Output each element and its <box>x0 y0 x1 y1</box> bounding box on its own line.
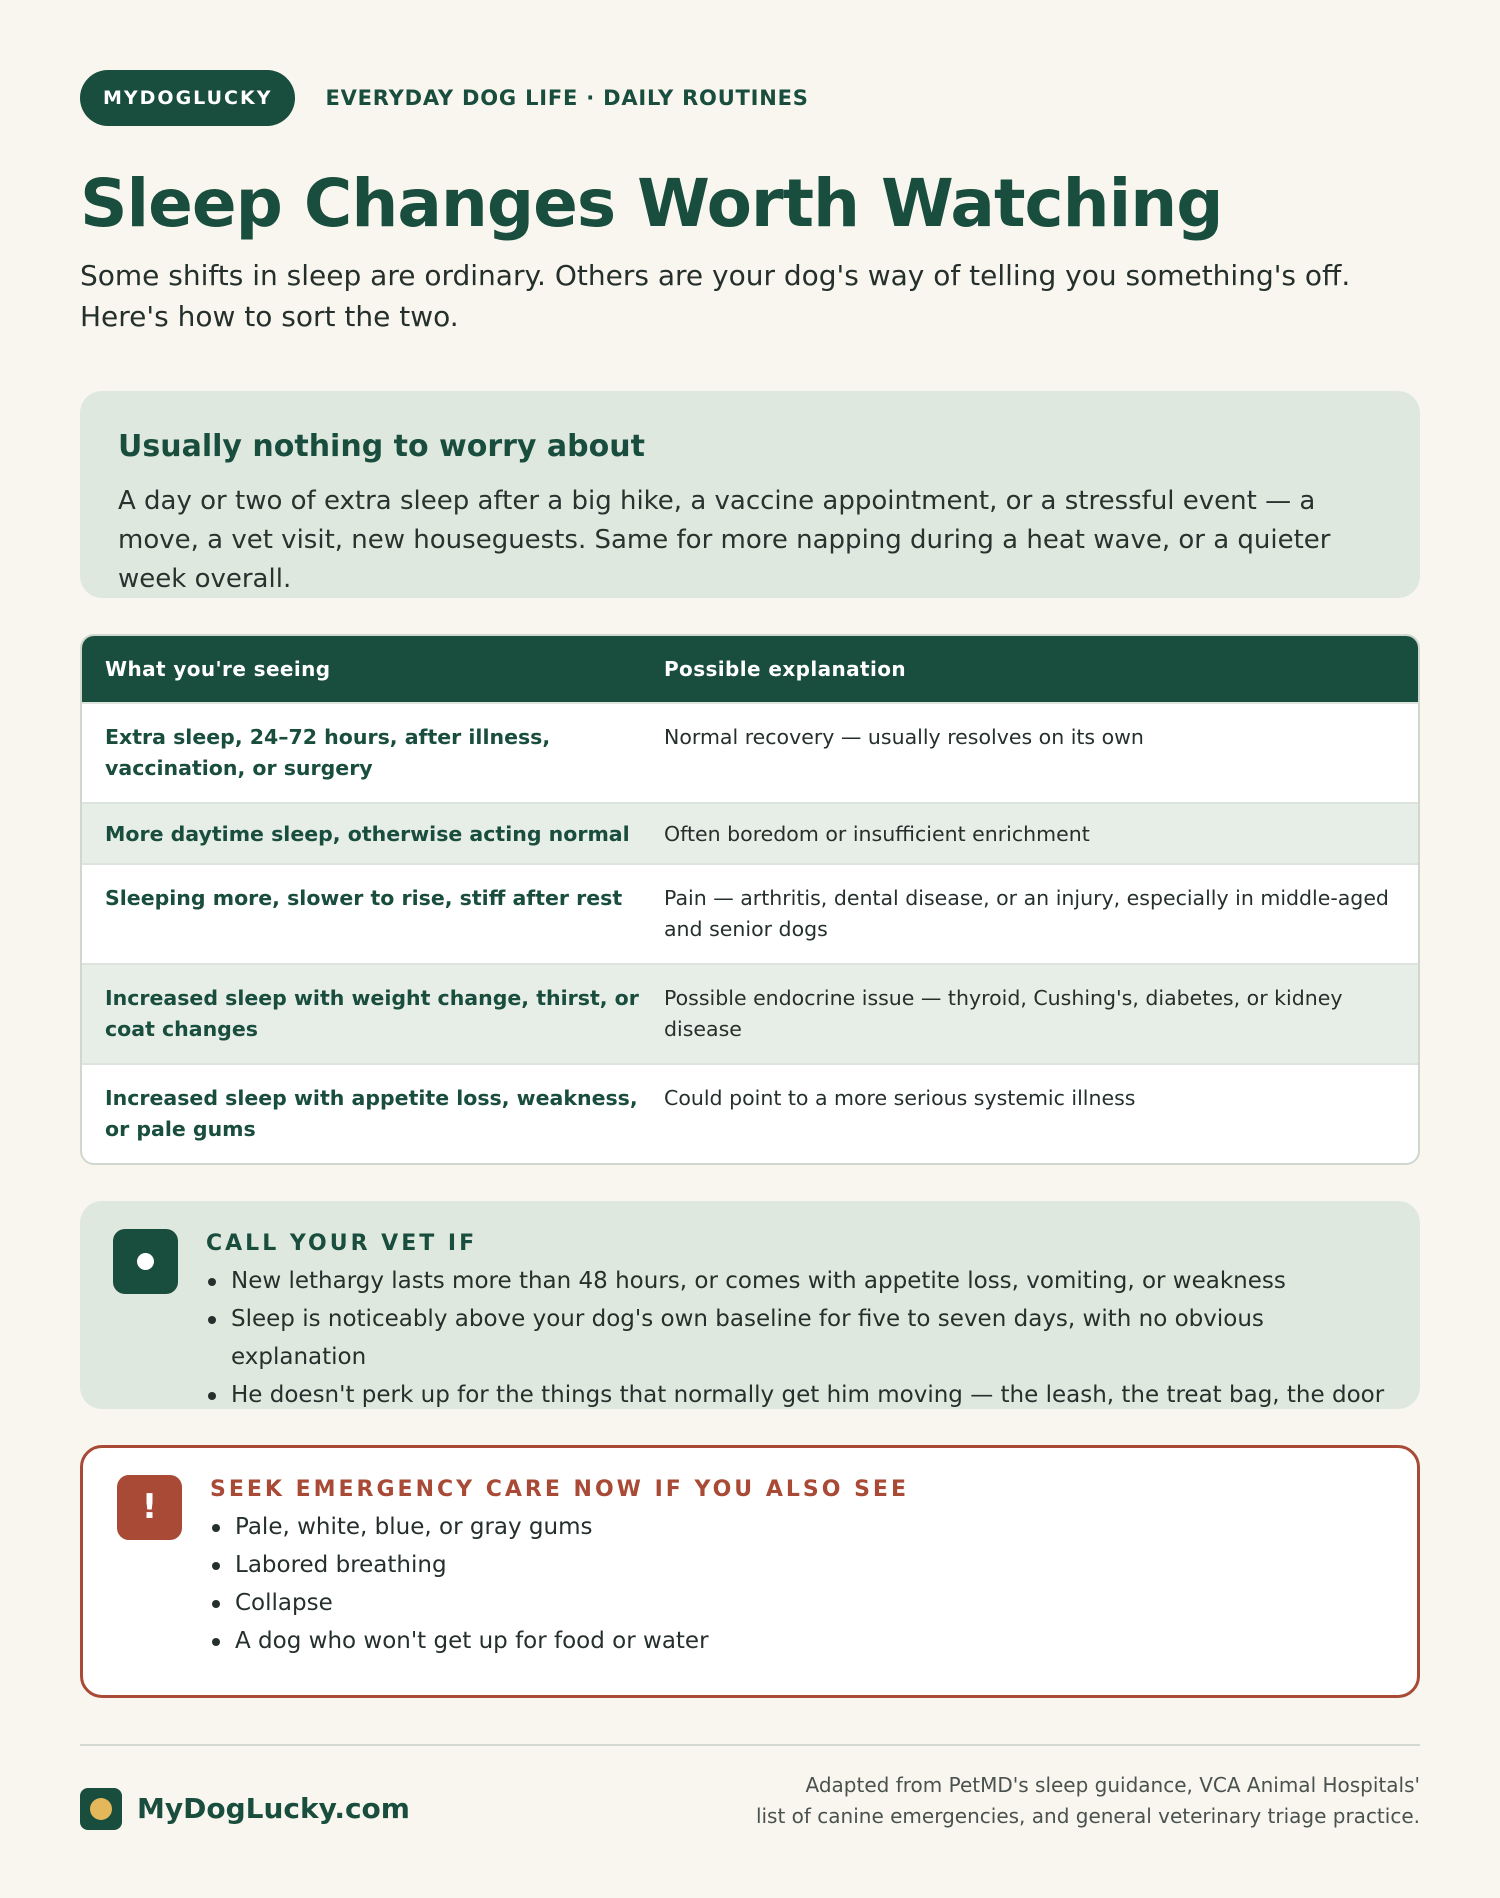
table-row <box>82 1063 1418 1163</box>
emergency-title: SEEK EMERGENCY CARE NOW IF YOU ALSO SEE <box>210 1476 909 1502</box>
seeing-cell: Sleeping more, slower to rise, stiff after rest <box>105 885 623 910</box>
list-item: Pale, white, blue, or gray gums <box>210 1508 909 1546</box>
list-item: Sleep is noticeably above your dog's own baseline for five to seven days, with no obvious explanation <box>206 1300 1386 1376</box>
source-note <box>756 1770 1420 1832</box>
info-dot-icon <box>113 1229 178 1294</box>
explanation-cell: Pain — arthritis, dental disease, or an injury, especially in middle-aged and senior dogs <box>664 885 1389 941</box>
explanation-cell: Possible endocrine issue — thyroid, Cushing's, diabetes, or kidney disease <box>664 985 1343 1041</box>
footer-divider <box>80 1744 1420 1746</box>
source-note-line: list of canine emergencies, and general veterinary triage practice. <box>755 1803 1420 1828</box>
normal-sleep-title: Usually nothing to worry about <box>118 428 645 464</box>
table-row <box>82 702 1418 802</box>
seeing-cell: Increased sleep with appetite loss, weakness, or pale gums <box>105 1085 638 1141</box>
explanation-cell: Normal recovery — usually resolves on its own <box>664 724 1144 749</box>
emergency-callout <box>80 1445 1420 1698</box>
list-item: Collapse <box>210 1584 909 1622</box>
page-subtitle: Some shifts in sleep are ordinary. Others are your dog's way of telling you something's off. Here's how to sort the two. <box>80 258 1351 333</box>
call-vet-callout <box>80 1201 1420 1409</box>
symptom-table <box>80 634 1420 1165</box>
seeing-cell: Increased sleep with weight change, thirst, or coat changes <box>105 985 639 1041</box>
category-kicker: EVERYDAY DOG LIFE · DAILY ROUTINES <box>325 86 809 110</box>
brand-pill[interactable]: MYDOGLUCKY <box>80 70 295 126</box>
table-row <box>82 963 1418 1063</box>
explanation-cell: Could point to a more serious systemic illness <box>664 1085 1136 1110</box>
source-note-line: Adapted from PetMD's sleep guidance, VCA Animal Hospitals' <box>805 1772 1420 1797</box>
column-header-seeing: What you're seeing <box>105 656 331 681</box>
call-vet-list <box>206 1262 1386 1414</box>
article-page <box>80 70 1420 1832</box>
column-header-explanation: Possible explanation <box>664 656 907 681</box>
explanation-cell: Often boredom or insufficient enrichment <box>664 821 1090 846</box>
list-item: New lethargy lasts more than 48 hours, or comes with appetite loss, vomiting, or weakness <box>206 1262 1386 1300</box>
list-item: Labored breathing <box>210 1546 909 1584</box>
list-item: A dog who won't get up for food or water <box>210 1622 909 1660</box>
emergency-list <box>210 1508 909 1660</box>
list-item: He doesn't perk up for the things that normally get him moving — the leash, the treat bag, the door <box>206 1376 1386 1414</box>
footer-brand[interactable] <box>80 1788 410 1830</box>
normal-sleep-text: A day or two of extra sleep after a big hike, a vaccine appointment, or a stressful event — a move, a vet visit, new houseguests. Same for more napping during a heat wave, or a quieter week overall. <box>118 485 1331 594</box>
normal-sleep-panel <box>80 391 1420 598</box>
exclamation-icon: ! <box>117 1475 182 1540</box>
call-vet-title: CALL YOUR VET IF <box>206 1230 478 1256</box>
page-title: Sleep Changes Worth Watching <box>80 165 1223 242</box>
header-bar <box>80 70 1420 126</box>
footer-site-name[interactable]: MyDogLucky.com <box>137 1792 410 1826</box>
sun-logo-icon <box>80 1788 122 1830</box>
seeing-cell: Extra sleep, 24–72 hours, after illness, vaccination, or surgery <box>105 724 551 780</box>
page-footer <box>80 1770 1420 1832</box>
call-vet-body <box>206 1229 1386 1409</box>
table-row <box>82 863 1418 963</box>
emergency-body <box>210 1475 909 1695</box>
table-row <box>82 802 1418 863</box>
table-header <box>82 636 1418 702</box>
seeing-cell: More daytime sleep, otherwise acting normal <box>105 821 630 846</box>
